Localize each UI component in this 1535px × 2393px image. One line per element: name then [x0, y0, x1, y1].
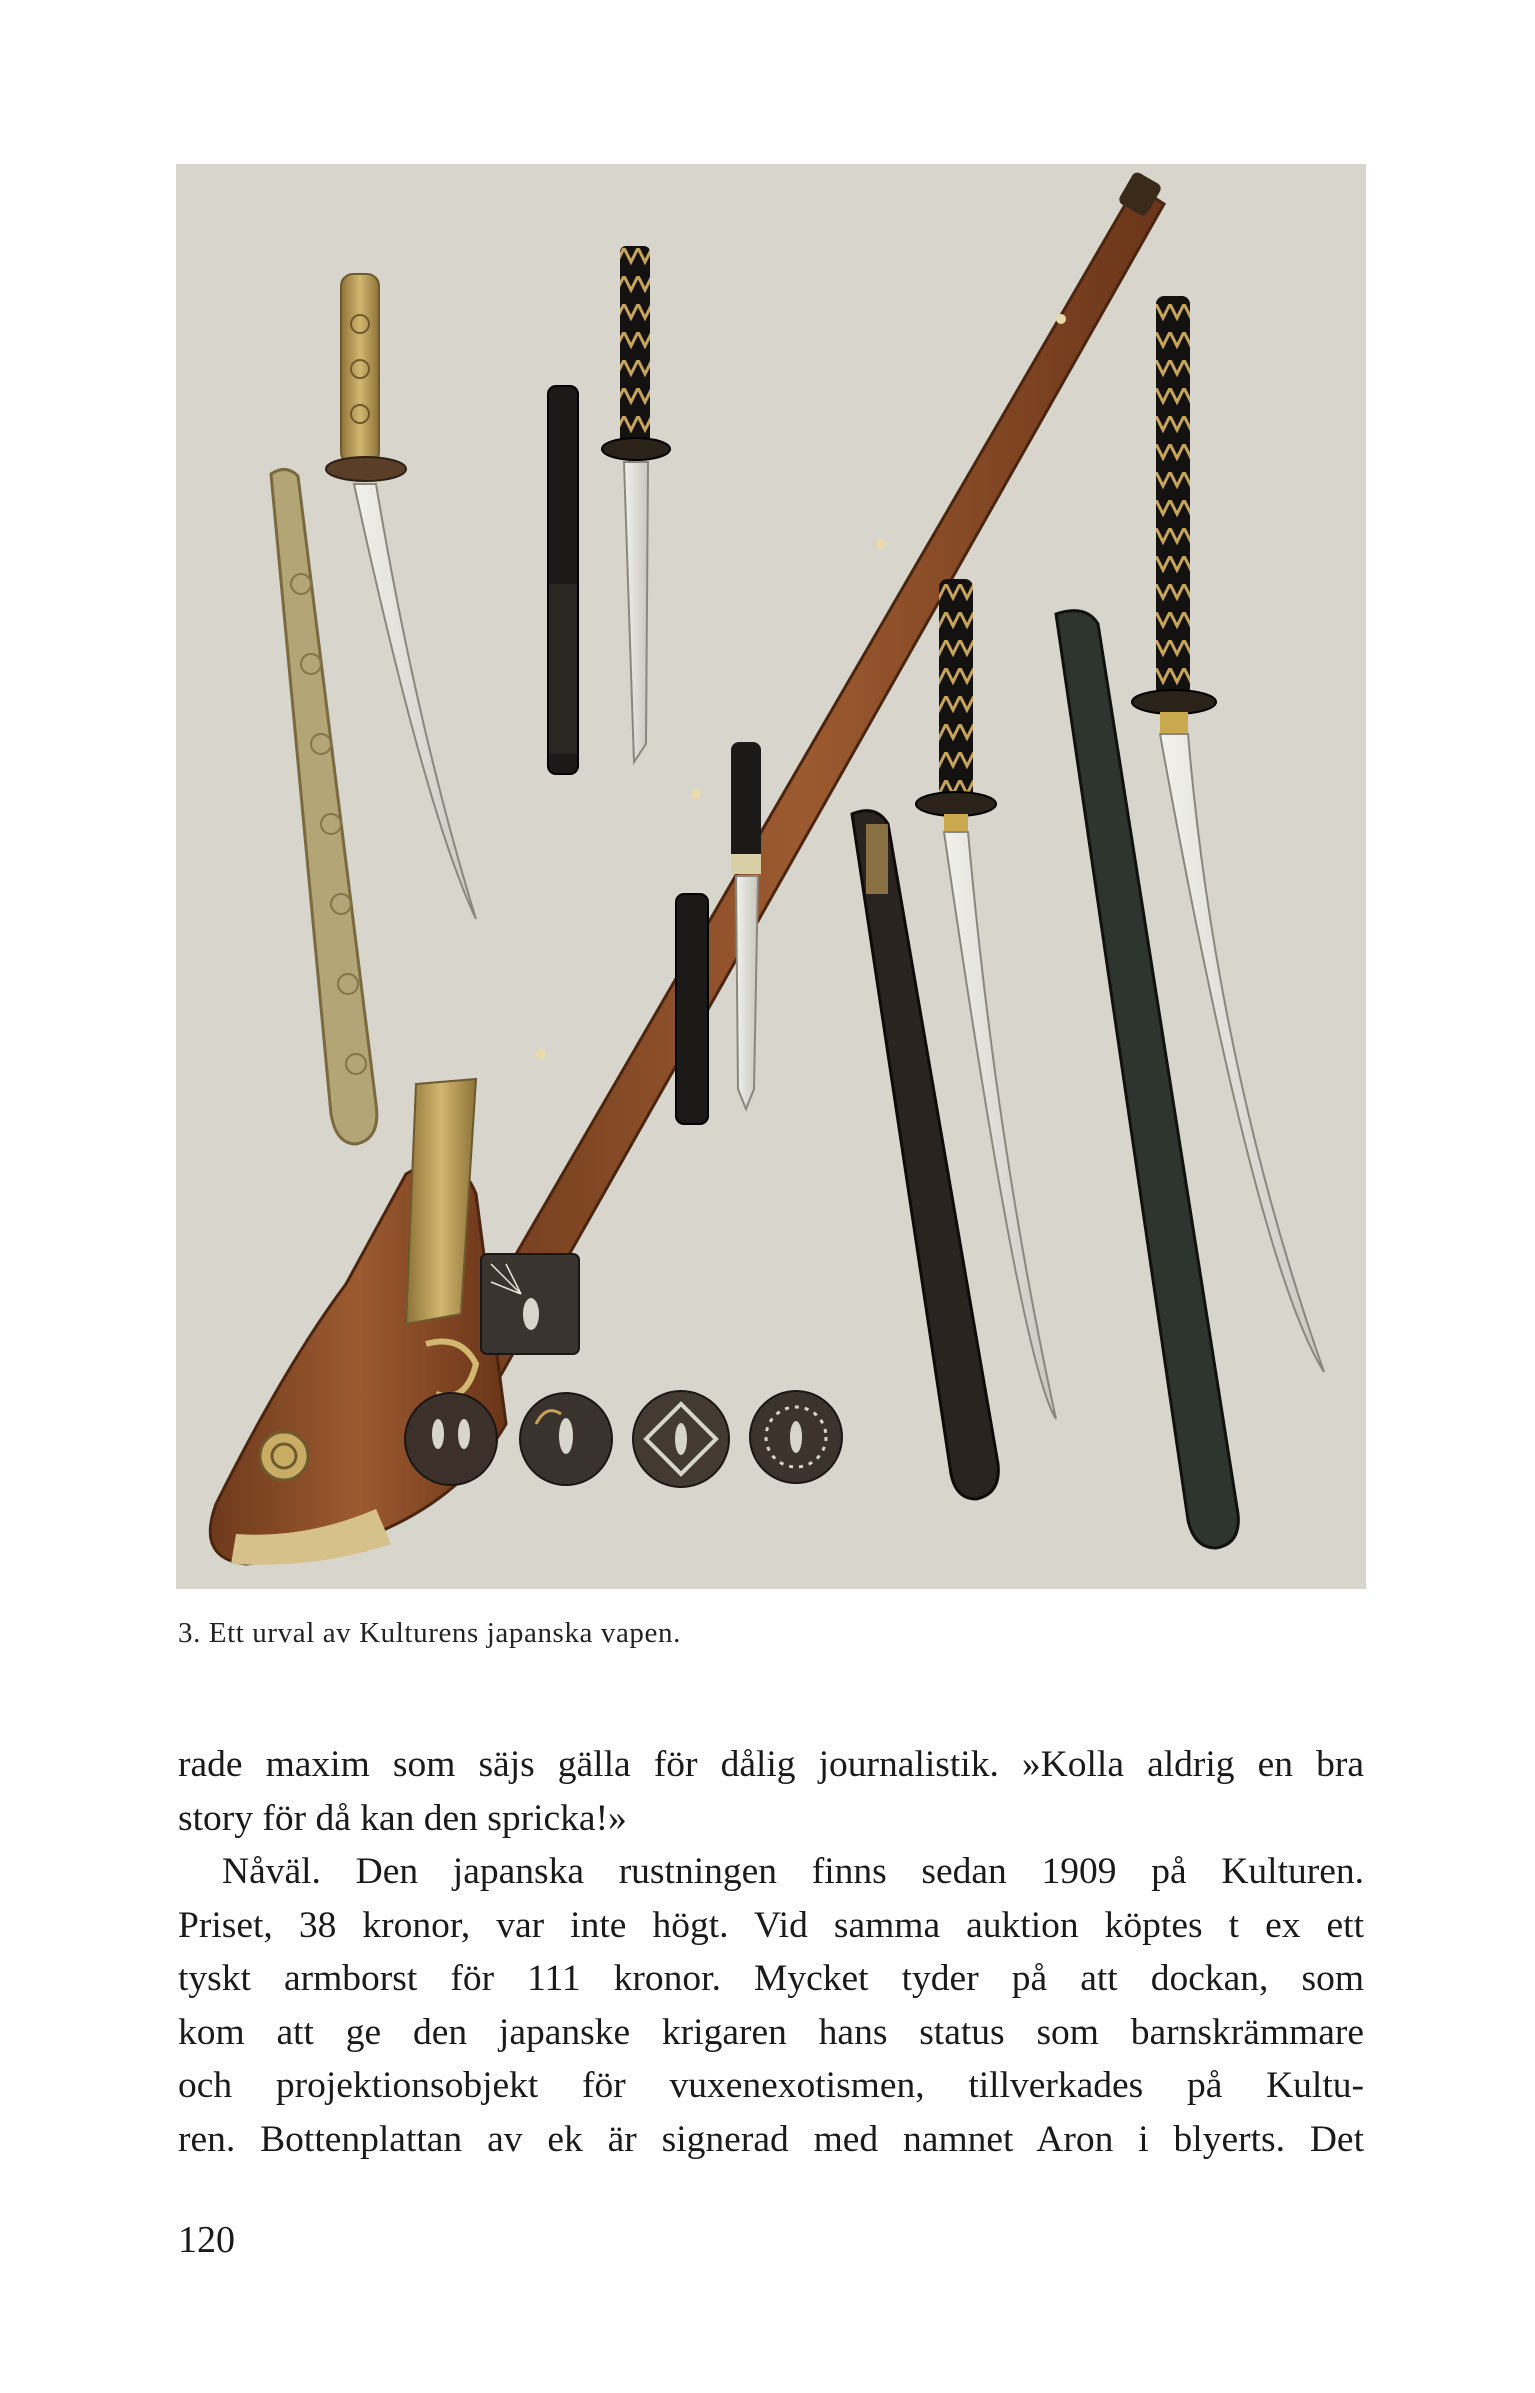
- body-line: tyskt armborst för 111 kronor. Mycket tyder på att dockan, som: [178, 1958, 1364, 1999]
- figure-caption: 3. Ett urval av Kulturens japanska vapen.: [178, 1617, 681, 1649]
- body-line: Priset, 38 kronor, var inte högt. Vid samma auktion köptes t ex ett: [178, 1904, 1364, 1946]
- body-line: Nåväl. Den japanska rustningen finns sedan 1909 på Kulturen.: [222, 1851, 1364, 1892]
- body-line: och projektionsobjekt för vuxenexotismen, tillverkades på Kultu-: [178, 2065, 1364, 2106]
- body-line: ren. Bottenplattan av ek är signerad med namnet Aron i blyerts. Det: [178, 2118, 1364, 2160]
- body-line: kom att ge den japanske krigaren hans status som barnskrämmare: [178, 2011, 1364, 2053]
- body-line: story för då kan den spricka!»: [178, 1797, 627, 1839]
- body-line: rade maxim som säjs gälla för dålig journalistik. »Kolla aldrig en bra: [178, 1744, 1364, 1785]
- weapons-photograph: [176, 164, 1366, 1589]
- weapons-illustration: [176, 164, 1366, 1589]
- page-number: 120: [178, 2219, 235, 2261]
- body-paragraphs: [178, 1738, 1364, 2166]
